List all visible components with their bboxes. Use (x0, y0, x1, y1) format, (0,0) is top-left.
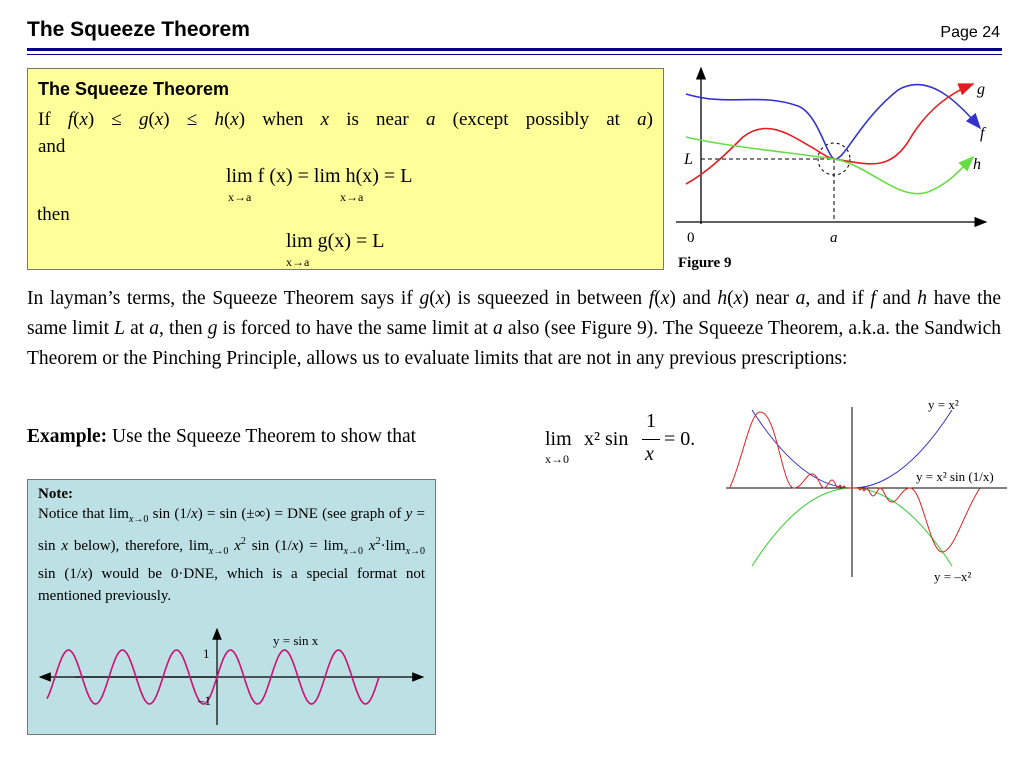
note-text: Notice that $\lim_{x\to 0} \sin (1/x) = \sin$ (±∞) = DNE (see graph of y = sin x below), therefore, $\lim_{x\to 0} x^2$ $\sin (1/x) = \lim_{x\to 0} x^2\cdot\lim_{x\to 0}$ sin (1/x) would be 0·DNE, which is a special format not mentioned previously. (38, 506, 426, 604)
label-f: f (980, 125, 985, 142)
note-title: Note: (38, 486, 73, 502)
tick-label-pos: 1 (203, 646, 210, 661)
example-frac-bar (642, 439, 660, 440)
limit-sub-2: x→a (286, 255, 310, 269)
header-rule-thin (27, 54, 1002, 55)
label-zero: 0 (687, 230, 695, 246)
example-line (27, 426, 416, 448)
page-title: The Squeeze Theorem (27, 18, 250, 41)
label-x-squared: y = x² (928, 397, 959, 412)
page-number: Page 24 (940, 24, 1000, 41)
limit-equation-2: lim g(x) = L (286, 230, 385, 252)
theorem-line-3: then (37, 204, 70, 225)
example-expr: x² sin (584, 428, 629, 450)
label-neg-x-squared: y = –x² (934, 569, 972, 584)
label-a: a (830, 230, 838, 246)
example-text: Use the Squeeze Theorem to show that (112, 426, 417, 447)
sine-label: y = sin x (273, 633, 319, 648)
limit-sub-1a: x→a (228, 190, 252, 204)
curve-h (686, 137, 973, 194)
example-lim-sub: x→0 (545, 452, 569, 466)
label-L: L (684, 151, 693, 168)
curve-g (686, 85, 980, 160)
label-x-squared-sin: y = x² sin (1/x) (916, 469, 994, 484)
label-g: g (977, 81, 985, 98)
theorem-title: The Squeeze Theorem (38, 79, 230, 99)
label-h: h (973, 156, 981, 173)
explanation-paragraph: In layman’s terms, the Squeeze Theorem says if g(x) is squeezed in between f(x) and h(x) near a, and if f and h have the same limit L at a, then g is forced to have the same limit at a also (see Figure 9). The Squeeze Theorem, a.k.a. the Sandwich Theorem or the Pinching Principle, allows us to evaluate limits that are not in any previous prescriptions: (27, 288, 1001, 369)
squeeze-example-graph (722, 392, 1022, 592)
example-frac-num: 1 (646, 410, 656, 432)
theorem-line-2: and (38, 136, 66, 157)
figure-9-caption: Figure 9 (678, 255, 732, 271)
limit-equation-1: lim f (x) = lim h(x) = L (226, 165, 413, 187)
sine-graph (35, 625, 430, 730)
tick-label-neg: –1 (198, 693, 211, 708)
header-rule-thick (27, 48, 1002, 51)
example-result: = 0. (664, 428, 696, 450)
figure-9-graph (668, 62, 1018, 277)
example-frac-den: x (645, 443, 654, 465)
theorem-line-1: If f(x) ≤ g(x) ≤ h(x) when x is near a (except possibly at a) (38, 109, 653, 130)
example-label: Example: (27, 426, 108, 447)
limit-sub-1b: x→a (340, 190, 364, 204)
example-lim: lim (545, 428, 572, 450)
